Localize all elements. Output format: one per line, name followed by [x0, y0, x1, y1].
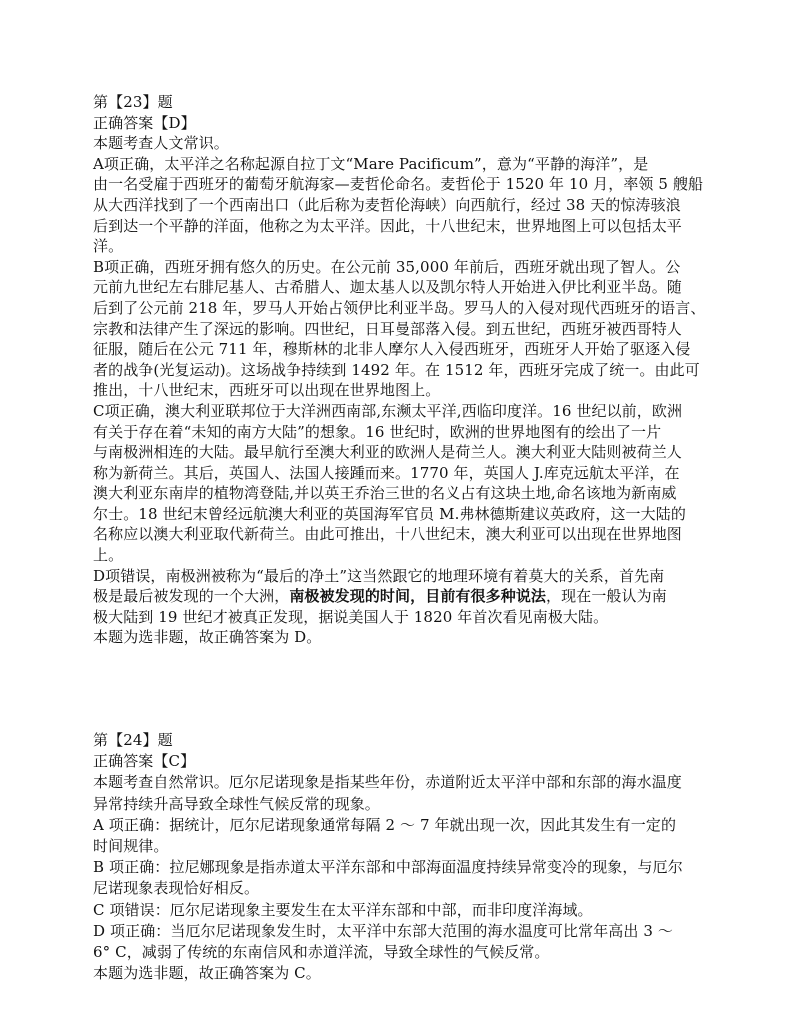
question-23-conclusion: 本题为选非题，故正确答案为 D。 [93, 628, 322, 647]
text-line: B 项正确：拉尼娜现象是指赤道太平洋东部和中部海面温度持续异常变冷的现象，与厄尔 [93, 858, 683, 877]
text-line: 洋。 [93, 237, 124, 256]
text-line: 名称应以澳大利亚取代新荷兰。由此可推出，十八世纪末，澳大利亚可以出现在世界地图 [93, 525, 682, 544]
question-24-section [93, 730, 713, 984]
question-24-heading: 第【24】题 [93, 731, 173, 750]
text-line: 上。 [93, 546, 124, 565]
question-24-conclusion: 本题为选非题，故正确答案为 C。 [93, 964, 321, 983]
text-line: 后到了公元前 218 年，罗马人开始占领伊比利亚半岛。罗马人的入侵对现代西班牙的语言、 [93, 298, 706, 317]
text-line-with-bold [93, 586, 713, 607]
text-line: 从大西洋找到了一个西南出口（此后称为麦哲伦海峡）向西航行，经过 38 天的惊涛骇浪 [93, 195, 681, 214]
text-line: A 项正确：据统计，厄尔尼诺现象通常每隔 2 ～ 7 年就出现一次，因此其发生有一定的 [93, 815, 677, 834]
question-24-answer: 正确答案【C】 [93, 752, 196, 771]
text-span: ，现在一般认为南 [546, 587, 667, 606]
bold-emphasis: 南极被发现的时间，目前有很多种说法 [289, 587, 547, 606]
text-line: 者的战争(光复运动)。这场战争持续到 1492 年。在 1512 年，西班牙完成了统一。由此可 [93, 360, 700, 379]
section-spacer [93, 648, 713, 730]
text-line: 本题考查人文常识。 [93, 134, 229, 153]
text-line: 称为新荷兰。其后，英国人、法国人接踵而来。1770 年，英国人 J.库克远航太平洋，在 [93, 463, 680, 482]
text-line: 元前九世纪左右腓尼基人、古希腊人、迦太基人以及凯尔特人开始进入伊比利亚半岛。随 [93, 278, 682, 297]
question-23-section [93, 92, 713, 648]
text-line: D 项正确：当厄尔尼诺现象发生时，太平洋中东部大范围的海水温度可比常年高出 3 ～ [93, 921, 673, 940]
text-line: C 项错误：厄尔尼诺现象主要发生在太平洋东部和中部，而非印度洋海域。 [93, 900, 593, 919]
text-line: 由一名受雇于西班牙的葡萄牙航海家—麦哲伦命名。麦哲伦于 1520 年 10 月，率领 5 艘船 [93, 175, 704, 194]
text-line: 推出，十八世纪末，西班牙可以出现在世界地图上。 [93, 381, 441, 400]
text-line: 有关于存在着“未知的南方大陆”的想象。16 世纪时，欧洲的世界地图有的绘出了一片 [93, 422, 662, 441]
text-line: 时间规律。 [93, 837, 169, 856]
text-line: 尔士。18 世纪末曾经远航澳大利亚的英国海军官员 M.弗林德斯建议英政府，这一大陆的 [93, 504, 686, 523]
text-line: 征服，随后在公元 711 年，穆斯林的北非人摩尔人入侵西班牙，西班牙人开始了驱逐入侵 [93, 340, 691, 359]
text-span: 极是最后被发现的一个大洲， [93, 587, 290, 606]
text-line: D项错误，南极洲被称为“最后的净土”这当然跟它的地理环境有着莫大的关系，首先南 [93, 566, 665, 585]
document-page [93, 92, 713, 984]
text-line: 6° C，减弱了传统的东南信风和赤道洋流，导致全球性的气候反常。 [93, 943, 550, 962]
text-line: 本题考查自然常识。厄尔尼诺现象是指某些年份，赤道附近太平洋中部和东部的海水温度 [93, 773, 682, 792]
text-line: A项正确，太平洋之名称起源自拉丁文“Mare Pacificum”，意为“平静的海洋”，是 [93, 154, 649, 173]
text-line: 尼诺现象表现恰好相反。 [93, 879, 260, 898]
text-line: 宗教和法律产生了深远的影响。四世纪，日耳曼部落入侵。到五世纪，西班牙被西哥特人 [93, 319, 682, 338]
text-line: 异常持续升高导致全球性气候反常的现象。 [93, 794, 380, 813]
question-23-answer: 正确答案【D】 [93, 113, 196, 132]
text-line: 极大陆到 19 世纪才被真正发现，据说美国人于 1820 年首次看见南极大陆。 [93, 607, 609, 626]
question-23-heading: 第【23】题 [93, 93, 173, 111]
text-line: C项正确，澳大利亚联邦位于大洋洲西南部,东濒太平洋,西临印度洋。16 世纪以前，欧洲 [93, 401, 683, 420]
text-line: 与南极洲相连的大陆。最早航行至澳大利亚的欧洲人是荷兰人。澳大利亚大陆则被荷兰人 [93, 443, 682, 462]
text-line: B项正确，西班牙拥有悠久的历史。在公元前 35,000 年前后，西班牙就出现了智人。公 [93, 257, 681, 276]
text-line: 后到达一个平静的洋面，他称之为太平洋。因此，十八世纪末，世界地图上可以包括太平 [93, 216, 682, 235]
text-line: 澳大利亚东南岸的植物湾登陆,并以英王乔治三世的名义占有这块土地,命名该地为新南威 [93, 484, 677, 503]
